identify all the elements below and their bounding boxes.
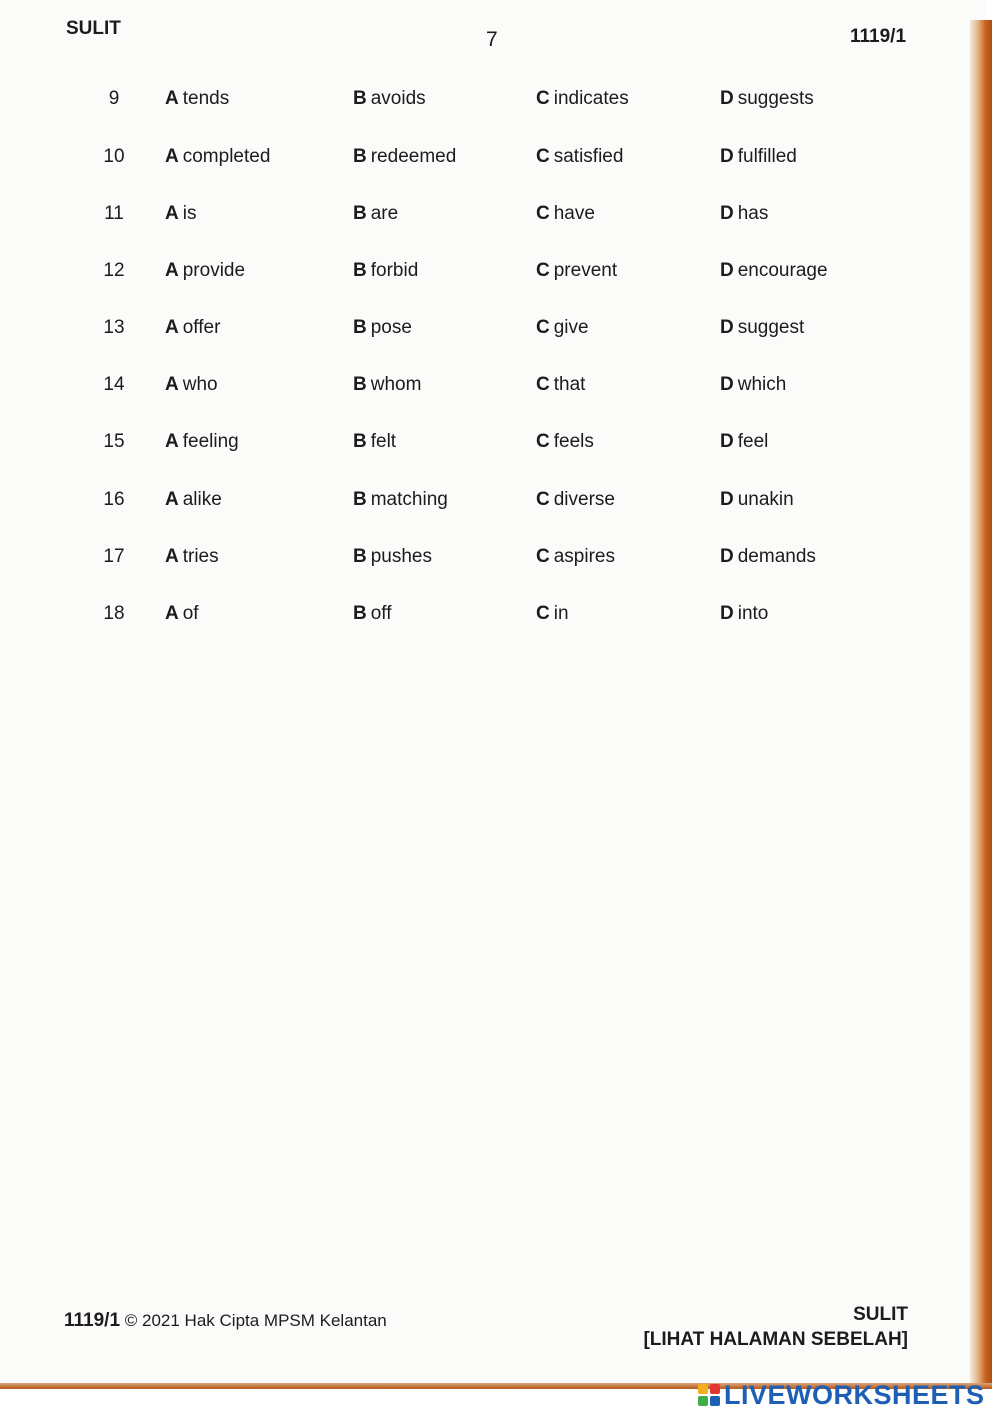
question-row bbox=[0, 546, 960, 576]
footer-paper-code: 1119/1 bbox=[64, 1310, 121, 1331]
option-letter: A bbox=[165, 489, 179, 510]
option-text: which bbox=[737, 374, 787, 395]
option-letter: A bbox=[165, 603, 179, 624]
copyright-text: © 2021 Hak Cipta MPSM Kelantan bbox=[124, 1311, 387, 1330]
option-letter: C bbox=[536, 489, 550, 510]
question-number: 14 bbox=[103, 374, 125, 395]
option-text: have bbox=[553, 203, 595, 224]
option-letter: D bbox=[720, 203, 734, 224]
answer-option-a[interactable] bbox=[165, 260, 245, 282]
answer-option-a[interactable] bbox=[165, 317, 220, 339]
option-text: redeemed bbox=[370, 146, 457, 167]
header-classification: SULIT bbox=[66, 18, 121, 39]
answer-option-b[interactable] bbox=[353, 317, 412, 339]
option-text: matching bbox=[370, 489, 448, 510]
question-number: 10 bbox=[103, 146, 125, 167]
footer-copyright bbox=[64, 1310, 387, 1332]
question-number: 16 bbox=[103, 489, 125, 510]
option-letter: A bbox=[165, 317, 179, 338]
option-letter: B bbox=[353, 603, 367, 624]
question-row bbox=[0, 146, 960, 176]
answer-option-a[interactable] bbox=[165, 546, 219, 568]
answer-option-b[interactable] bbox=[353, 146, 456, 168]
answer-option-a[interactable] bbox=[165, 431, 239, 453]
option-text: avoids bbox=[370, 88, 426, 109]
answer-option-d[interactable] bbox=[720, 146, 797, 168]
option-letter: D bbox=[720, 146, 734, 167]
answer-option-d[interactable] bbox=[720, 489, 794, 511]
option-text: tends bbox=[182, 88, 230, 109]
option-letter: C bbox=[536, 546, 550, 567]
option-letter: A bbox=[165, 146, 179, 167]
question-number: 13 bbox=[103, 317, 125, 338]
liveworksheets-logo-text: LIVEWORKSHEETS bbox=[724, 1379, 985, 1410]
option-text: tries bbox=[182, 546, 219, 567]
option-letter: B bbox=[353, 203, 367, 224]
answer-option-b[interactable] bbox=[353, 374, 421, 396]
question-row bbox=[0, 431, 960, 461]
answer-option-d[interactable] bbox=[720, 203, 768, 225]
answer-option-d[interactable] bbox=[720, 374, 786, 396]
answer-option-d[interactable] bbox=[720, 546, 816, 568]
answer-option-c[interactable] bbox=[536, 489, 615, 511]
option-text: satisfied bbox=[553, 146, 624, 167]
option-letter: B bbox=[353, 374, 367, 395]
question-row bbox=[0, 374, 960, 404]
option-text: alike bbox=[182, 489, 222, 510]
option-letter: D bbox=[720, 260, 734, 281]
question-number: 9 bbox=[108, 88, 120, 109]
option-letter: C bbox=[536, 260, 550, 281]
option-text: forbid bbox=[370, 260, 419, 281]
option-text: fulfilled bbox=[737, 146, 797, 167]
option-text: whom bbox=[370, 374, 422, 395]
answer-option-b[interactable] bbox=[353, 603, 392, 625]
question-row bbox=[0, 317, 960, 347]
option-text: suggest bbox=[737, 317, 805, 338]
question-row bbox=[0, 88, 960, 118]
option-text: are bbox=[370, 203, 399, 224]
footer-notice bbox=[643, 1302, 908, 1352]
answer-option-a[interactable] bbox=[165, 603, 199, 625]
answer-option-b[interactable] bbox=[353, 546, 432, 568]
option-letter: B bbox=[353, 88, 367, 109]
answer-option-a[interactable] bbox=[165, 489, 222, 511]
option-text: off bbox=[370, 603, 392, 624]
answer-option-d[interactable] bbox=[720, 88, 814, 110]
option-letter: B bbox=[353, 317, 367, 338]
answer-option-d[interactable] bbox=[720, 260, 828, 282]
option-letter: C bbox=[536, 374, 550, 395]
answer-option-c[interactable] bbox=[536, 546, 615, 568]
question-row bbox=[0, 260, 960, 290]
option-letter: C bbox=[536, 431, 550, 452]
option-letter: C bbox=[536, 146, 550, 167]
answer-option-c[interactable] bbox=[536, 88, 629, 110]
option-letter: A bbox=[165, 374, 179, 395]
option-text: feeling bbox=[182, 431, 239, 452]
answer-option-d[interactable] bbox=[720, 431, 768, 453]
answer-option-c[interactable] bbox=[536, 146, 623, 168]
option-letter: A bbox=[165, 88, 179, 109]
page-number: 7 bbox=[486, 28, 498, 51]
option-letter: A bbox=[165, 203, 179, 224]
option-letter: C bbox=[536, 88, 550, 109]
answer-option-c[interactable] bbox=[536, 431, 594, 453]
option-text: indicates bbox=[553, 88, 629, 109]
option-letter: D bbox=[720, 431, 734, 452]
option-letter: D bbox=[720, 603, 734, 624]
option-text: suggests bbox=[737, 88, 814, 109]
question-number: 15 bbox=[103, 431, 125, 452]
option-text: has bbox=[737, 203, 769, 224]
option-text: of bbox=[182, 603, 199, 624]
option-letter: D bbox=[720, 317, 734, 338]
option-text: feels bbox=[553, 431, 594, 452]
liveworksheets-logo-icon bbox=[698, 1384, 720, 1406]
option-text: pushes bbox=[370, 546, 433, 567]
option-letter: B bbox=[353, 146, 367, 167]
answer-option-c[interactable] bbox=[536, 203, 595, 225]
option-text: that bbox=[553, 374, 586, 395]
option-letter: B bbox=[353, 431, 367, 452]
liveworksheets-logo[interactable] bbox=[698, 1378, 985, 1412]
option-text: prevent bbox=[553, 260, 618, 281]
option-letter: A bbox=[165, 546, 179, 567]
answer-option-a[interactable] bbox=[165, 203, 196, 225]
answer-option-b[interactable] bbox=[353, 489, 448, 511]
question-row bbox=[0, 203, 960, 233]
question-row bbox=[0, 489, 960, 519]
answer-option-a[interactable] bbox=[165, 374, 218, 396]
answer-option-d[interactable] bbox=[720, 317, 804, 339]
answer-option-b[interactable] bbox=[353, 88, 426, 110]
answer-option-a[interactable] bbox=[165, 146, 270, 168]
answer-option-b[interactable] bbox=[353, 203, 398, 225]
option-text: demands bbox=[737, 546, 816, 567]
answer-option-b[interactable] bbox=[353, 260, 418, 282]
option-text: pose bbox=[370, 317, 412, 338]
question-number: 17 bbox=[103, 546, 125, 567]
option-text: felt bbox=[370, 431, 397, 452]
option-text: who bbox=[182, 374, 218, 395]
option-letter: C bbox=[536, 603, 550, 624]
option-letter: B bbox=[353, 260, 367, 281]
option-text: aspires bbox=[553, 546, 615, 567]
option-letter: C bbox=[536, 317, 550, 338]
option-text: give bbox=[553, 317, 589, 338]
option-letter: D bbox=[720, 374, 734, 395]
option-text: offer bbox=[182, 317, 221, 338]
option-text: provide bbox=[182, 260, 246, 281]
paper-code: 1119/1 bbox=[850, 26, 907, 47]
option-letter: B bbox=[353, 546, 367, 567]
option-letter: B bbox=[353, 489, 367, 510]
answer-option-c[interactable] bbox=[536, 374, 585, 396]
option-letter: A bbox=[165, 431, 179, 452]
option-letter: D bbox=[720, 489, 734, 510]
question-number: 11 bbox=[104, 203, 124, 224]
question-row bbox=[0, 603, 960, 633]
answer-option-c[interactable] bbox=[536, 317, 589, 339]
question-number: 12 bbox=[103, 260, 125, 281]
option-text: feel bbox=[737, 431, 769, 452]
option-letter: C bbox=[536, 203, 550, 224]
question-number: 18 bbox=[103, 603, 125, 624]
paper-edge bbox=[970, 20, 992, 1388]
answer-option-b[interactable] bbox=[353, 431, 396, 453]
turn-page-notice: [LIHAT HALAMAN SEBELAH] bbox=[643, 1329, 908, 1350]
footer-classification: SULIT bbox=[853, 1304, 908, 1325]
option-text: into bbox=[737, 603, 769, 624]
answer-option-c[interactable] bbox=[536, 603, 569, 625]
answer-option-a[interactable] bbox=[165, 88, 229, 110]
option-letter: D bbox=[720, 88, 734, 109]
option-text: unakin bbox=[737, 489, 794, 510]
option-text: completed bbox=[182, 146, 271, 167]
option-letter: A bbox=[165, 260, 179, 281]
answer-option-d[interactable] bbox=[720, 603, 768, 625]
option-letter: D bbox=[720, 546, 734, 567]
option-text: encourage bbox=[737, 260, 828, 281]
option-text: in bbox=[553, 603, 569, 624]
answer-option-c[interactable] bbox=[536, 260, 617, 282]
option-text: is bbox=[182, 203, 197, 224]
option-text: diverse bbox=[553, 489, 615, 510]
